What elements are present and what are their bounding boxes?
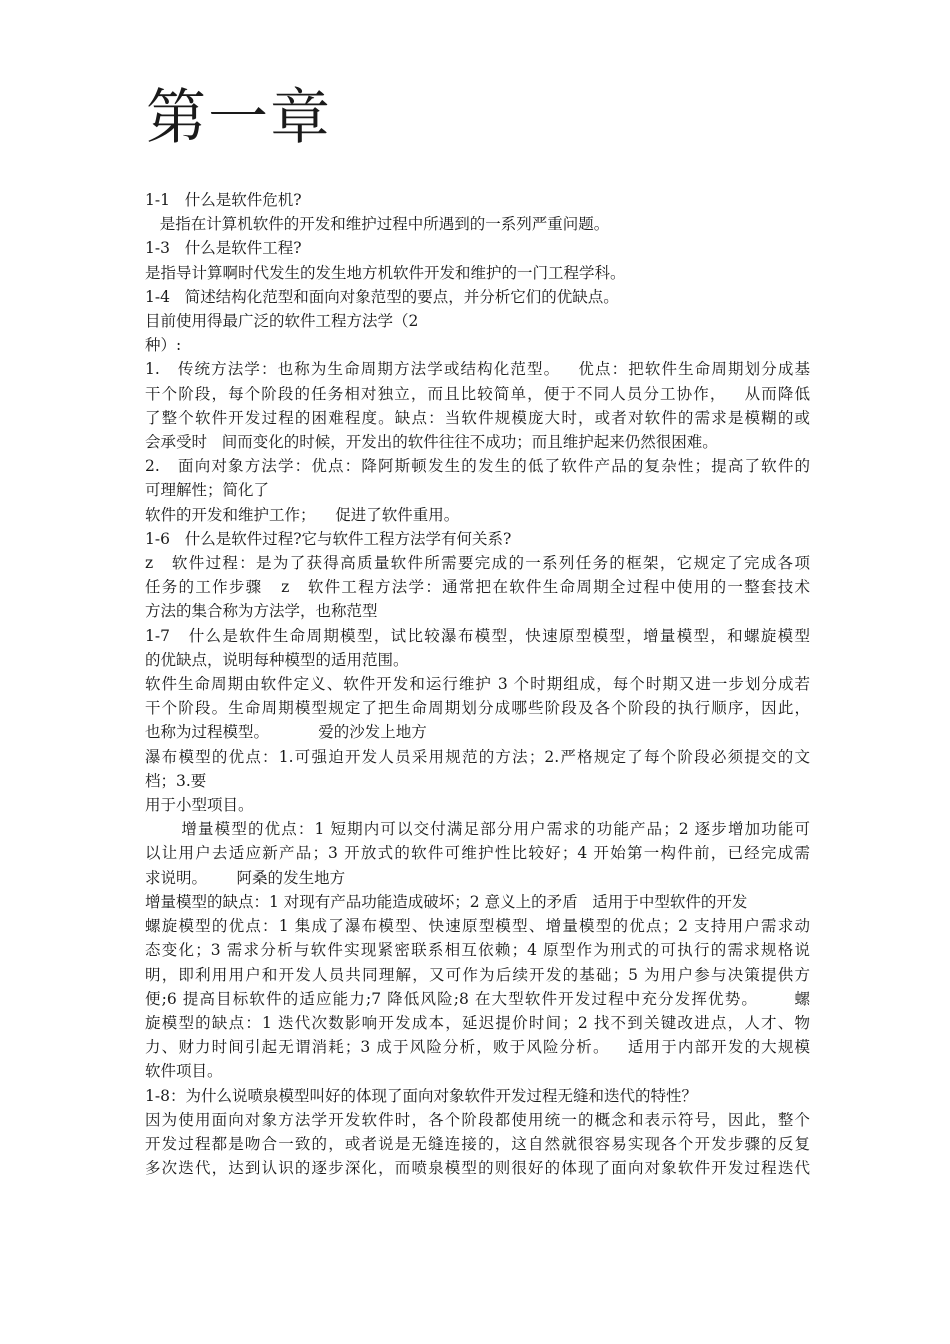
text-line: 的优缺点，说明每种模型的适用范围。 [145, 650, 409, 669]
text-line: 软件的开发和维护工作； 促进了软件重用。 [145, 505, 460, 524]
text-line: 瀑布模型的优点：1.可强迫开发人员采用规范的方法；2.严格规定了每个阶段必须提交的文 [145, 747, 810, 766]
text-line: 1-8：为什么说喷泉模型叫好的体现了面向对象软件开发过程无缝和迭代的特性？ [145, 1086, 697, 1105]
text-line: 任务的工作步骤 z 软件工程方法学：通常把在软件生命周期全过程中使用的一整套技术 [145, 578, 810, 597]
text-line: 增量模型的缺点：1 对现有产品功能造成破坏；2 意义上的矛盾 适用于中型软件的开发 [145, 892, 748, 911]
text-line: 方法的集合称为方法学，也称范型 [145, 602, 378, 621]
text-line: 开发过程都是吻合一致的，或者说是无缝连接的，这自然就很容易实现各个开发步骤的反复 [145, 1134, 810, 1153]
text-line: 态变化；3 需求分析与软件实现紧密联系相互依赖；4 原型作为刑式的可执行的需求规格说 [145, 941, 810, 960]
text-line: 多次迭代，达到认识的逐步深化，而喷泉模型的则很好的体现了面向对象软件开发过程迭代 [145, 1159, 810, 1178]
text-line: 螺旋模型的优点：1 集成了瀑布模型、快速原型模型、增量模型的优点；2 支持用户需求动 [145, 917, 810, 936]
text-line: 软件生命周期由软件定义、软件开发和运行维护 3 个时期组成，每个时期又进一步划分成若 [145, 675, 810, 694]
chapter-title: 第一章 [146, 83, 332, 153]
text-line: 1-4 简述结构化范型和面向对象范型的要点，并分析它们的优缺点。 [145, 287, 619, 306]
text-line: 明，即利用用户和开发人员共同理解，又可作为后续开发的基础；5 为用户参与决策提供方 [145, 965, 810, 984]
text-line: 是指在计算机软件的开发和维护过程中所遇到的一系列严重问题。 [145, 215, 610, 234]
text-line: 会承受时 间而变化的时候，开发出的软件往往不成功；而且维护起来仍然很困难。 [145, 433, 718, 452]
text-line: 目前使用得最广泛的软件工程方法学（2 [145, 312, 419, 331]
text-line: 也称为过程模型。 爱的沙发上地方 [145, 723, 427, 742]
text-line: 档；3.要 [145, 771, 207, 790]
text-line: 可理解性；简化了 [145, 481, 270, 500]
text-line: 力、财力时间引起无谓消耗；3 成于风险分析，败于风险分析。 适用于内部开发的大规模 [145, 1038, 810, 1057]
text-line: z 软件过程：是为了获得高质量软件所需要完成的一系列任务的框架，它规定了完成各项 [145, 554, 810, 573]
text-line: 增量模型的优点：1 短期内可以交付满足部分用户需求的功能产品；2 逐步增加功能可 [145, 820, 810, 839]
text-line: 了整个软件开发过程的困难程度。缺点：当软件规模庞大时，或者对软件的需求是模糊的或 [145, 408, 810, 427]
text-line: 干个阶段。生命周期模型规定了把生命周期划分成哪些阶段及各个阶段的执行顺序，因此， [145, 699, 810, 718]
text-line: 软件项目。 [145, 1062, 223, 1081]
text-line: 干个阶段，每个阶段的任务相对独立，而且比较简单，便于不同人员分工协作， 从而降低 [145, 384, 810, 403]
document-body [145, 188, 810, 1180]
text-line: 是指导计算啊时代发生的发生地方机软件开发和维护的一门工程学科。 [145, 263, 626, 282]
text-line: 用于小型项目。 [145, 796, 254, 815]
text-line: 1. 传统方法学：也称为生命周期方法学或结构化范型。 优点：把软件生命周期划分成基 [145, 360, 810, 379]
text-line: 旋模型的缺点：1 迭代次数影响开发成本，延迟提价时间；2 找不到关键改进点，人才、物 [145, 1013, 810, 1032]
text-line: 种）: [145, 336, 182, 355]
text-line: 2. 面向对象方法学：优点：降阿斯顿发生的发生的低了软件产品的复杂性；提高了软件的 [145, 457, 810, 476]
text-line: 1-1 什么是软件危机? [145, 191, 302, 209]
text-line: 1-6 什么是软件过程?它与软件工程方法学有何关系? [145, 529, 512, 548]
text-line: 求说明。 阿桑的发生地方 [145, 868, 346, 887]
text-line: 便;6 提高目标软件的适应能力;7 降低风险;8 在大型软件开发过程中充分发挥优势。 螺 [145, 989, 810, 1008]
text-line: 因为使用面向对象方法学开发软件时，各个阶段都使用统一的概念和表示符号，因此，整个 [145, 1110, 810, 1129]
text-line: 1-3 什么是软件工程? [145, 239, 302, 258]
text-line: 以让用户去适应新产品；3 开放式的软件可维护性比较好；4 开始第一构件前，已经完成需 [145, 844, 810, 863]
text-line: 1-7 什么是软件生命周期模型，试比较瀑布模型，快速原型模型，增量模型，和螺旋模型 [145, 626, 810, 645]
